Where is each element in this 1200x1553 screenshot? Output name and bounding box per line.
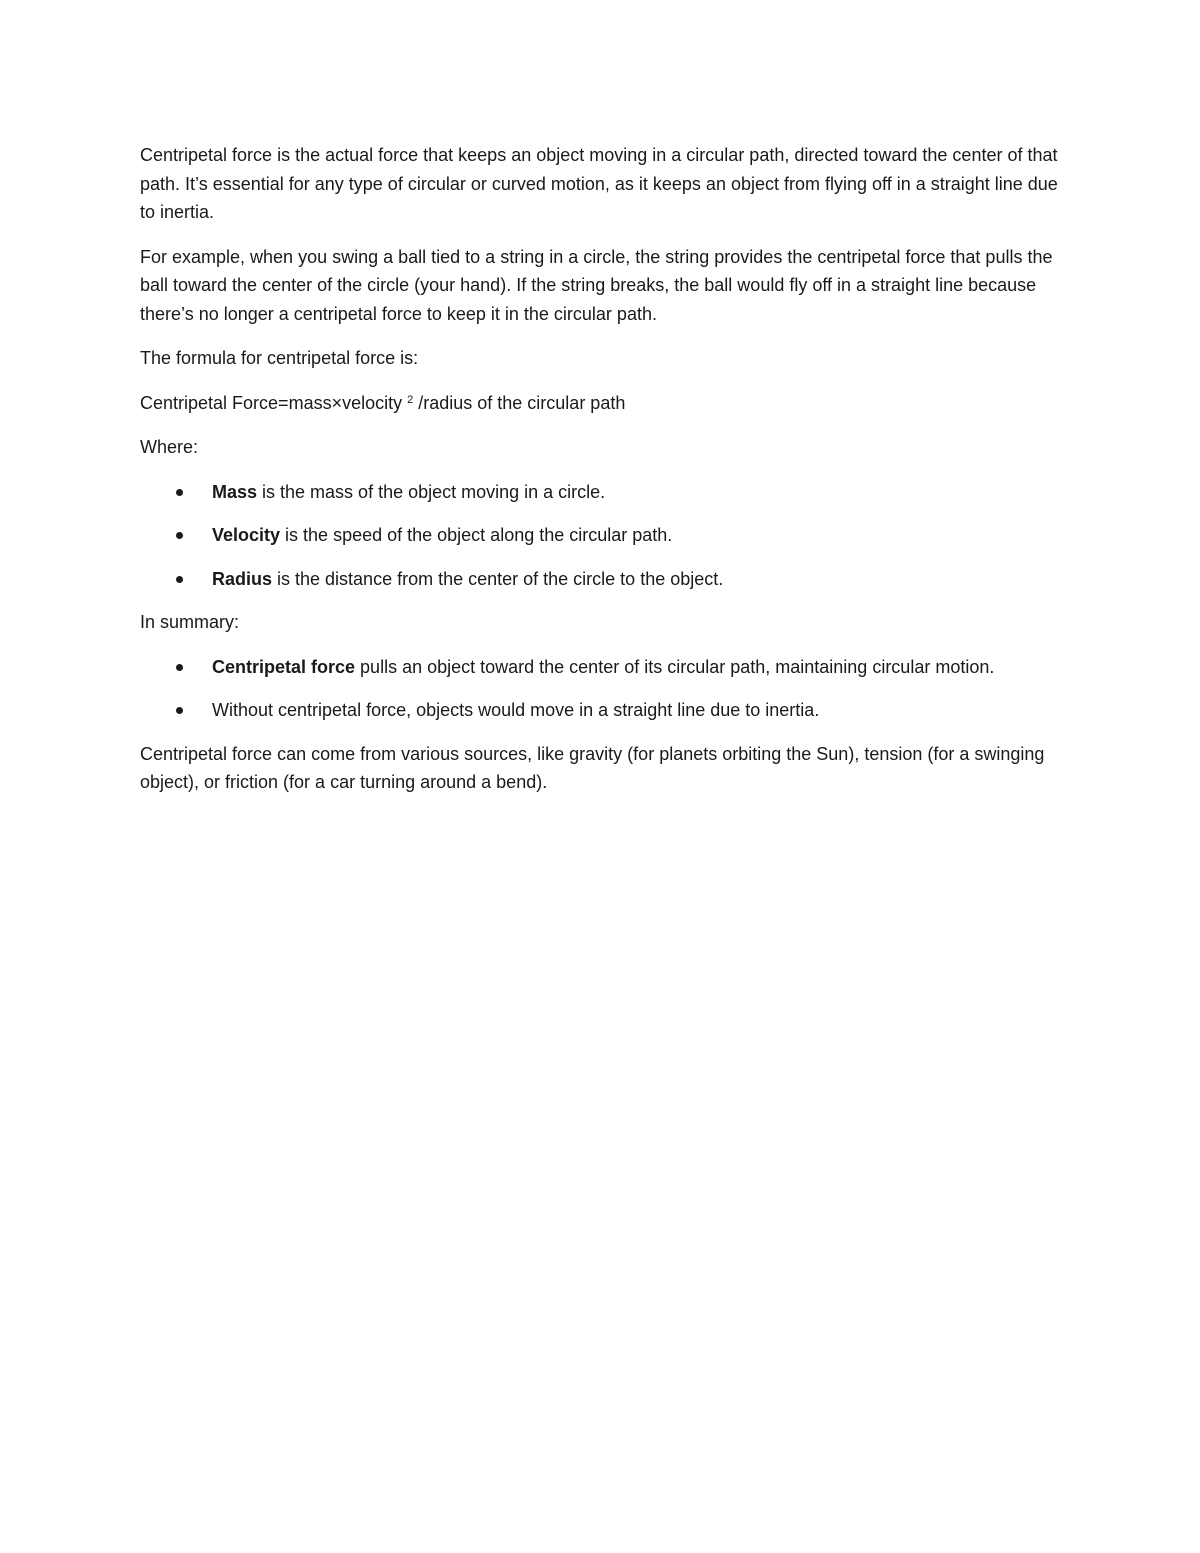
document-page xyxy=(140,141,1070,813)
formula-main: Centripetal Force=mass×velocity xyxy=(140,392,408,413)
list-item xyxy=(140,521,1070,550)
summary-label: In summary: xyxy=(140,612,240,632)
summary-term: Centripetal force xyxy=(212,656,356,677)
definition-term: Radius xyxy=(212,568,273,589)
intro-paragraph: Centripetal force is the actual force that keeps an object moving in a circular path, directed toward the center of that path. It’s essential for any type of circular or curved motion, as it keeps an object from flying off in a straight line due to inertia. xyxy=(140,145,1058,222)
closing-paragraph: Centripetal force can come from various sources, like gravity (for planets orbiting the Sun), tension (for a swinging object), or friction (for a car turning around a bend). xyxy=(140,743,1045,792)
summary-list xyxy=(140,653,1070,725)
example-paragraph: For example, when you swing a ball tied to a string in a circle, the string provides the centripetal force that pulls the ball toward the center of the circle (your hand). If the string breaks, the ball would fly off in a straight line because there’s no longer a centripetal force to keep it in the circular path. xyxy=(140,246,1053,324)
bullet-icon xyxy=(176,489,183,496)
bullet-icon xyxy=(176,576,183,583)
bullet-icon xyxy=(176,532,183,539)
summary-text: Without centripetal force, objects would move in a straight line due to inertia. xyxy=(212,700,820,720)
definitions-list xyxy=(140,478,1070,594)
formula xyxy=(140,389,1070,418)
definition-text: is the mass of the object moving in a circle. xyxy=(257,481,606,502)
list-item xyxy=(140,478,1070,507)
bullet-icon xyxy=(176,707,183,714)
definition-text: is the speed of the object along the circular path. xyxy=(280,525,673,545)
definition-term: Mass xyxy=(212,481,258,502)
definition-text: is the distance from the center of the circle to the object. xyxy=(272,568,724,589)
list-item xyxy=(140,653,1070,682)
formula-intro: The formula for centripetal force is: xyxy=(140,348,419,368)
bullet-icon xyxy=(176,664,183,671)
summary-text: pulls an object toward the center of its circular path, maintaining circular motion. xyxy=(355,656,995,677)
list-item xyxy=(140,565,1070,594)
formula-exponent: 2 xyxy=(407,393,414,406)
where-label: Where: xyxy=(140,437,199,457)
list-item xyxy=(140,696,1070,725)
definition-term: Velocity xyxy=(212,525,281,545)
formula-denominator: /radius of the circular path xyxy=(413,392,626,413)
